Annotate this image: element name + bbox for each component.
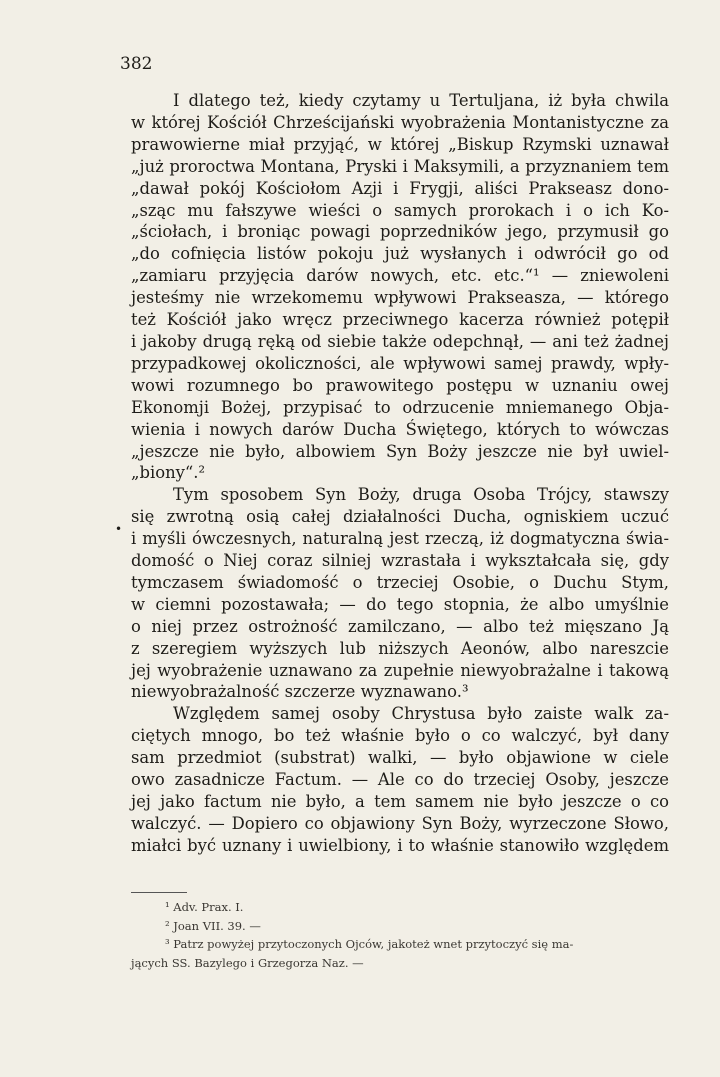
text-line: ciętych mnogo, bo też właśnie było o co walczyć, był dany: [131, 726, 669, 746]
footnote-rule: [131, 892, 187, 893]
text-line: też Kościół jako wręcz przeciwnego kacerza również potępił: [131, 310, 669, 330]
text-line: owo zasadnicze Factum. — Ale co do trzeciej Osoby, jeszcze: [131, 770, 669, 790]
text-line: w ciemni pozostawała; — do tego stopnia, że albo umyślnie: [131, 594, 669, 614]
text-line: jej jako factum nie było, a tem samem nie było jeszcze o co: [131, 792, 669, 811]
text-line: z szeregiem wyższych lub niższych Aeonów, albo nareszcie: [131, 638, 669, 658]
text-line: Tym sposobem Syn Boży, druga Osoba Trójcy, stawszy: [173, 485, 669, 505]
text-line: wienia i nowych darów Ducha Świętego, których to wówczas: [131, 419, 669, 439]
text-line: „dawał pokój Kościołom Azji i Frygji, aliści Prakseasz dono-: [131, 178, 669, 198]
footnotes: [131, 898, 669, 972]
text-line: w której Kościół Chrześcijański wyobrażenia Montanistyczne za: [131, 112, 669, 132]
text-line: i jakoby drugą ręką od siebie także odepchnął, — ani też żadnej: [131, 331, 669, 351]
text-line: domość o Niej coraz silniej wzrastała i wykształcała się, gdy: [131, 551, 669, 571]
text-line: przypadkowej okoliczności, ale wpływowi samej prawdy, wpły-: [131, 353, 669, 373]
footnote-line: jących SS. Bazylego i Grzegorza Naz. —: [131, 955, 364, 970]
text-line: jej wyobrażenie uznawano za zupełnie niewyobrażalne i takową: [131, 660, 669, 680]
text-line: „jeszcze nie było, albowiem Syn Boży jeszcze nie był uwiel-: [131, 441, 669, 461]
text-line: Względem samej osoby Chrystusa było zaiste walk za-: [173, 704, 669, 724]
text-line: się zwrotną osią całej działalności Ducha, ogniskiem uczuć: [131, 507, 669, 527]
text-line: „ściołach, i broniąc powagi poprzedników jego, przymusił go: [131, 222, 669, 242]
text-line: „już proroctwa Montana, Pryski i Maksymili, a przyznaniem tem: [131, 156, 669, 176]
footnote-line: ² Joan VII. 39. —: [165, 918, 261, 933]
text-line: niewyobrażalność szczerze wyznawano.³: [131, 682, 469, 702]
text-line: miałci być uznany i uwielbiony, i to właśnie stanowiło względem: [131, 835, 669, 855]
margin-mark: •: [115, 522, 123, 536]
text-line: Ekonomji Bożej, przypisać to odrzucenie mniemanego Obja-: [131, 397, 669, 417]
text-line: o niej przez ostrożność zamilczano, — albo też mięszano Ją: [131, 616, 669, 636]
text-line: jesteśmy nie wrzekomemu wpływowi Prakseasza, — którego: [131, 288, 669, 308]
page-number: 382: [120, 54, 153, 74]
text-line: tymczasem świadomość o trzeciej Osobie, o Duchu Stym,: [131, 572, 669, 592]
text-line: prawowierne miał przyjąć, w której „Biskup Rzymski uznawał: [131, 134, 669, 154]
text-line: „biony“.²: [131, 463, 206, 483]
footnote-line: ³ Patrz powyżej przytoczonych Ojców, jakoteż wnet przytoczyć się ma-: [165, 937, 574, 951]
text-line: „sząc mu fałszywe wieści o samych prorokach i o ich Ko-: [131, 200, 669, 220]
text-line: „zamiaru przyjęcia darów nowych, etc. etc.“¹ — zniewoleni: [131, 266, 669, 286]
body-text: [131, 90, 669, 857]
text-line: „do cofnięcia listów pokoju już wysłanych i odwrócił go od: [131, 244, 669, 264]
text-line: wowi rozumnego bo prawowitego postępu w uznaniu owej: [131, 375, 669, 395]
footnote-line: ¹ Adv. Prax. I.: [165, 900, 244, 914]
text-line: walczyć. — Dopiero co objawiony Syn Boży, wyrzeczone Słowo,: [131, 813, 669, 833]
text-line: I dlatego też, kiedy czytamy u Tertuljana, iż była chwila: [173, 91, 669, 110]
text-line: i myśli ówczesnych, naturalną jest rzeczą, iż dogmatyczna świa-: [131, 529, 669, 549]
text-line: sam przedmiot (substrat) walki, — było objawione w ciele: [131, 748, 669, 768]
